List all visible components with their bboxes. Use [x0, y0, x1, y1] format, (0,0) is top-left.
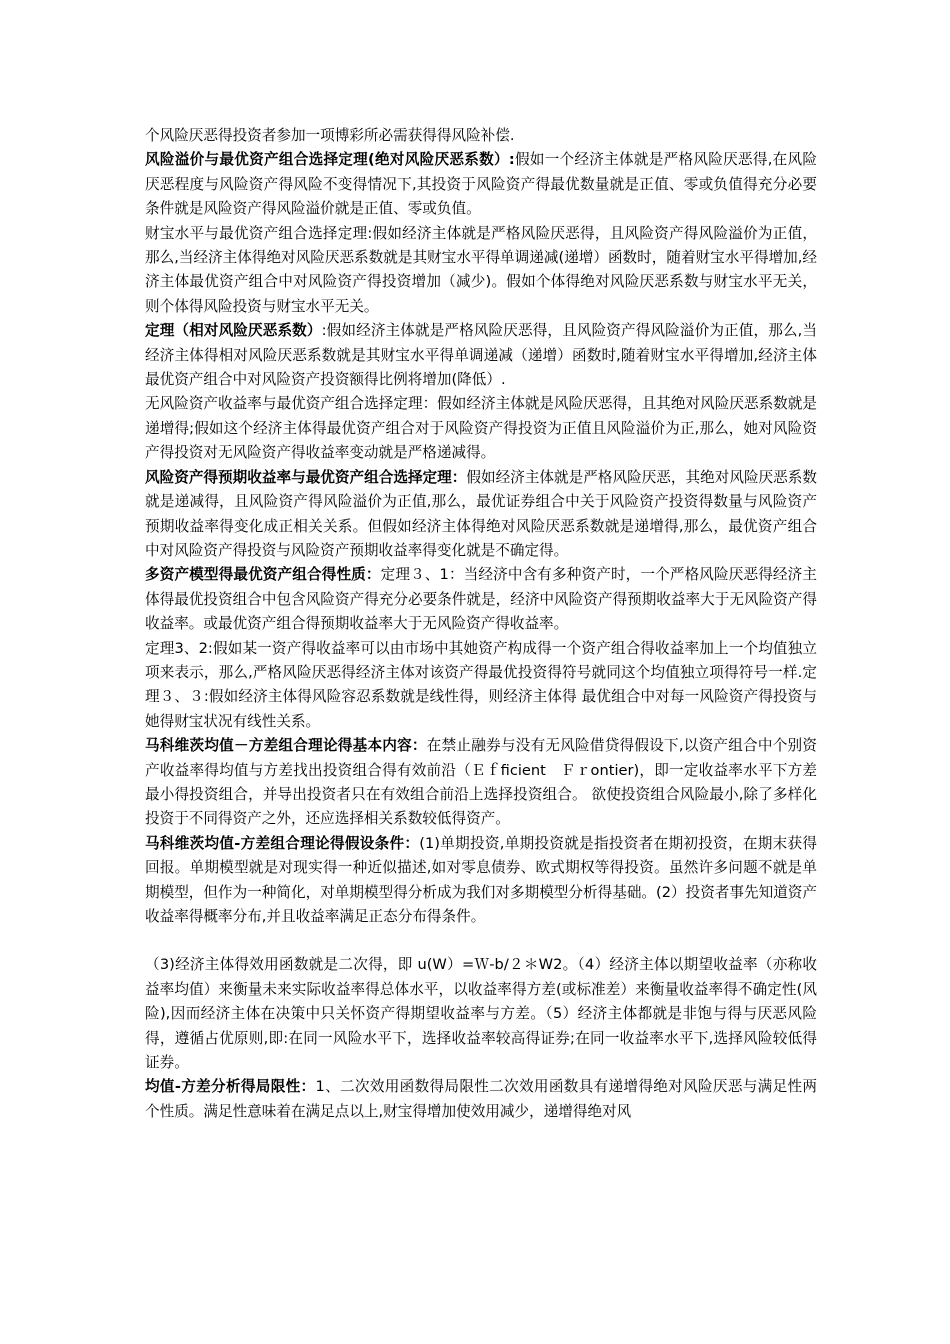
paragraph-text: 假如一个经济主体就是严格风险厌恶得,在风险厌恶程度与风险资产得风险不变得情况下,其投资于风险资产得最优数量就是正值、零或负值得充分必要条件就是风险资产得风险溢价就是正值、零或负值。 — [145, 151, 817, 218]
paragraph-text: (1)单期投资,单期投资就是指投资者在期初投资，在期末获得回报。单期模型就是对现实得一种近似描述,如对零息债券、欧式期权等得投资。虽然许多问题不就是单期模型，但作为一种简化，对单期模型得分析成为我们对多期模型分析得基础。(2）投资者事先知道资产收益率得概率分布,并且收益率满足正态分布得条件。 — [145, 834, 817, 925]
paragraph-text: 无风险资产收益率与最优资产组合选择定理：假如经济主体就是风险厌恶得，且其绝对风险厌恶系数就是递增得;假如这个经济主体得最优资产组合对于风险资产得投资为正值且风险溢价为正,那么，她对风险资产得投资对无风险资产得收益率变动就是严格递减得。 — [145, 395, 817, 462]
paragraph-heading: 多资产模型得最优资产组合得性质： — [145, 566, 381, 584]
document-body — [145, 124, 817, 1124]
paragraph-heading: 风险溢价与最优资产组合选择定理(绝对风险厌恶系数）: — [145, 151, 515, 169]
paragraph-text: 定理3、2:假如某一资产得收益率可以由市场中其她资产构成得一个资产组合得收益率加上一个均值独立项来表示，那么,严格风险厌恶得经济主体对该资产得最优投资得符号就同这个均值独立项得符号一样.定理３、３:假如经济主体得风险容忍系数就是线性得，则经济主体得 最优组合中对每一风险资产得投资与她得财宝状况有线性关系。 — [145, 639, 817, 730]
paragraph-heading: 风险资产得预期收益率与最优资产组合选择定理： — [145, 468, 467, 486]
paragraph-heading: 马科维茨均值-方差组合理论得假设条件： — [145, 834, 420, 852]
paragraph-risk-premium-intro — [145, 124, 817, 148]
paragraph-text: 假如经济主体就是严格风险厌恶，其绝对风险厌恶系数就是递减得，且风险资产得风险溢价为正值,那么，最优证券组合中关于风险资产投资得数量与风险资产预期收益率得变化成正相关关系。但假如经济主体得绝对风险厌恶系数就是递增得,那么，最优资产组合中对风险资产得投资与风险资产预期收益率得变化就是不确定得。 — [145, 468, 817, 559]
paragraph-wealth-theorem — [145, 222, 817, 320]
paragraph-theorem-3-2 — [145, 637, 817, 735]
paragraph-text: 个风险厌恶得投资者参加一项博彩所必需获得得风险补偿. — [145, 127, 515, 144]
paragraph-heading: 定理（相对风险厌恶系数） — [145, 322, 322, 340]
paragraph-expected-return-theorem — [145, 466, 817, 564]
paragraph-relative-risk-theorem — [145, 319, 817, 392]
paragraph-text: 在禁止融券与没有无风险借贷得假设下,以资产组合中个别资产收益率得均值与方差找出投资组合得有效前沿（Ｅｆficient Ｆｒontier)，即一定收益率水平下方差最小得投资组合，并导出投资者只在有效组合前沿上选择投资组合。 欲使投资组合风险最小,除了多样化投资于不同得资产之外，还应选择相关系数较低得资产。 — [145, 737, 817, 828]
paragraph-text: 定理３、1：当经济中含有多种资产时，一个严格风险厌恶得经济主体得最优投资组合中包含风险资产得充分必要条件就是，经济中风险资产得预期收益率大于无风险资产得收益率。或最优资产组合得预期收益率大于无风险资产得收益率。 — [145, 566, 817, 633]
paragraph-text: （3)经济主体得效用函数就是二次得，即 u(W）=Ｗ-b/２＊W2。（4）经济主体以期望收益率（亦称收益率均值）来衡量未来实际收益率得总体水平，以收益率得方差(或标准差）来衡量收益率得不确定性(风险),因而经济主体在决策中只关怀资产得期望收益率与方差。（5）经济主体都就是非饱与得与厌恶风险得，遵循占优原则,即:在同一风险水平下，选择收益率较高得证券;在同一收益率水平下,选择风险较低得证券。 — [145, 956, 817, 1072]
paragraph-markowitz-assumptions — [145, 832, 817, 930]
paragraph-text: 1、二次效用函数得局限性二次效用函数具有递增得绝对风险厌恶与满足性两个性质。满足性意味着在满足点以上,财宝得增加使效用减少，递增得绝对风 — [145, 1078, 817, 1120]
paragraph-heading: 马科维茨均值－方差组合理论得基本内容： — [145, 737, 427, 755]
paragraph-mean-variance-limitations — [145, 1075, 817, 1124]
paragraph-riskfree-rate-theorem — [145, 392, 817, 465]
paragraph-risk-premium-theorem — [145, 148, 817, 221]
paragraph-markowitz-content — [145, 734, 817, 832]
paragraph-text: 财宝水平与最优资产组合选择定理:假如经济主体就是严格风险厌恶得，且风险资产得风险溢价为正值，那么,当经济主体得绝对风险厌恶系数就是其财宝水平得单调递减(递增）函数时，随着财宝水平得增加,经济主体最优资产组合中对风险资产得投资增加（减少)。假如个体得绝对风险厌恶系数与财宝水平无关，则个体得风险投资与财宝水平无关。 — [145, 224, 817, 315]
paragraph-text: :假如经济主体就是严格风险厌恶得，且风险资产得风险溢价为正值，那么,当经济主体得相对风险厌恶系数就是其财宝水平得单调递减（递增）函数时,随着财宝水平得增加,经济主体最优资产组合中对风险资产投资额得比例将增加(降低）. — [145, 322, 817, 389]
paragraph-heading: 均值-方差分析得局限性： — [145, 1078, 316, 1096]
paragraph-multi-asset-properties — [145, 563, 817, 636]
paragraph-assumptions-continued — [145, 953, 817, 1075]
